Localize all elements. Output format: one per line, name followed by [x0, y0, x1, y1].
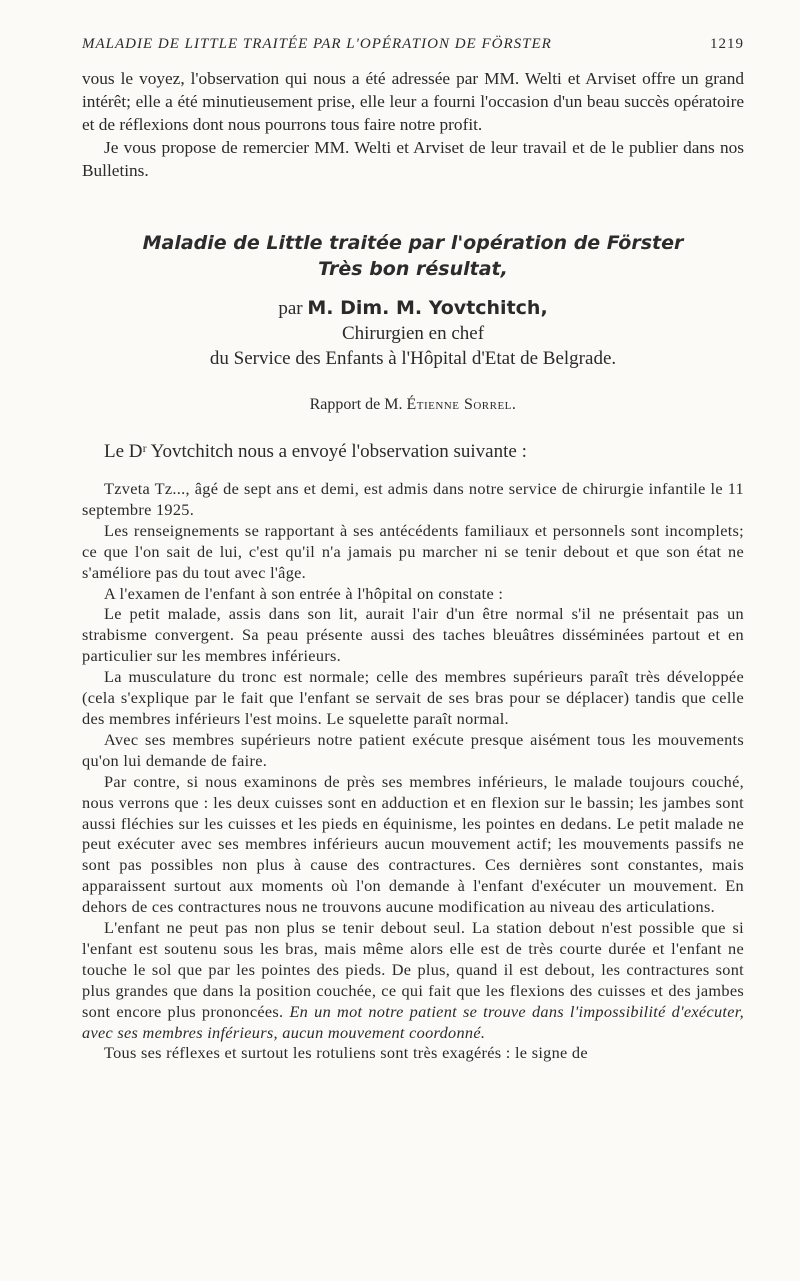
observation-paragraph: Les renseignements se rapportant à ses antécédents familiaux et personnels sont incomplets; ce que l'on sait de lui, c'est qu'il n'a jamais pu marcher ni se tenir debout et que son état ne s'améliore pas du tout avec l'âge. — [82, 520, 744, 582]
preamble-paragraph-2: Je vous propose de remercier MM. Welti et Arviset de leur travail et de le publier dans nos Bulletins. — [82, 138, 744, 180]
observation-paragraph: La musculature du tronc est normale; celle des membres supérieurs paraît très développée (cela s'explique par le fait que l'enfant se servait de ses bras pour se déplacer) tandis que celle des membres inférieurs l'est moins. Le squelette paraît normal. — [82, 667, 744, 728]
observation-paragraph: Le petit malade, assis dans son lit, aurait l'air d'un être normal s'il ne présentait pas un strabisme convergent. Sa peau présente aussi des taches bleuâtres disséminées partout et en particulier sur les membres inférieurs. — [82, 604, 744, 666]
running-title: MALADIE DE LITTLE TRAITÉE PAR L'OPÉRATION DE FÖRSTER — [82, 36, 552, 52]
rapport-line — [82, 396, 744, 414]
observation-paragraph: Avec ses membres supérieurs notre patient exécute presque aisément tous les mouvements qu'on lui demande de faire. — [82, 729, 744, 770]
author-role: Chirurgien en chef — [341, 323, 485, 344]
article-title — [82, 230, 744, 282]
page-number: 1219 — [710, 36, 744, 52]
observation-sentence: L'enfant ne peut pas non plus se tenir debout seul. La station debout n'est possible que si l'enfant est soutenu sous les bras, mais même alors elle est de très courte durée et l'enfant ne touche le sol que par les pointes des pieds. De plus, quand il est debout, les contractures sont plus grandes que dans la position couchée, ce qui fait que les flexions des cuisses et des jambes sont encore plus prononcées. — [82, 918, 744, 1021]
observation-paragraph: Par contre, si nous examinons de près ses membres inférieurs, le malade toujours couché, nous verrons que : les deux cuisses sont en adduction et en flexion sur le bassin; les jambes sont aussi fléchies sur les cuisses et les pieds en équinisme, les pointes en dedans. Le petit malade ne peut exécuter avec ses membres inférieurs aucun mouvement actif; les mouvements passifs ne sont pas possibles non plus à cause des contractures. Ces dernières sont constantes, mais apparaissent surtout aux moments où l'on demande à l'enfant d'exécuter un mouvement. En dehors de ces contractures nous ne trouvons aucune modification au niveau des articulations. — [82, 771, 744, 917]
preamble-paragraph-1: vous le voyez, l'observation qui nous a été adressée par MM. Welti et Arviset offre un grand intérêt; elle a été minutieusement prise, elle leur a fourni l'occasion d'un beau succès opératoire et de réflexions dont nous pourrons tous faire notre profit. — [82, 69, 744, 134]
observation-text — [82, 479, 744, 1064]
author-name: M. Dim. M. Yovtchitch, — [307, 297, 548, 319]
author-affiliation: du Service des Enfants à l'Hôpital d'Etat de Belgrade. — [209, 348, 617, 369]
observation-paragraph: Tzveta Tz..., âgé de sept ans et demi, est admis dans notre service de chirurgie infantile le 11 septembre 1925. — [82, 479, 744, 519]
intro-sentence: Le Dʳ Yovtchitch nous a envoyé l'observation suivante : — [104, 441, 527, 462]
article-title-line-2: Très bon résultat, — [318, 258, 508, 280]
observation-paragraph: Tous ses réflexes et surtout les rotuliens sont très exagérés : le signe de — [104, 1043, 588, 1063]
observation-emphasis: En un mot notre patient se trouve dans l'impossibilité d'exécuter, avec ses membres inférieurs, aucun mouvement coordonné. — [82, 1001, 744, 1042]
page-body — [82, 67, 744, 1064]
rapport-prefix: Rapport de M. — [309, 396, 403, 413]
observation-paragraph: A l'examen de l'enfant à son entrée à l'hôpital on constate : — [104, 583, 504, 603]
by-prefix: par — [278, 298, 303, 319]
author-byline — [82, 296, 744, 371]
running-header — [82, 36, 744, 53]
observation-paragraph — [82, 918, 744, 1043]
rapporteur-name: Étienne Sorrel. — [406, 396, 517, 413]
article-title-line-1: Maladie de Little traitée par l'opération de Förster — [142, 232, 684, 254]
